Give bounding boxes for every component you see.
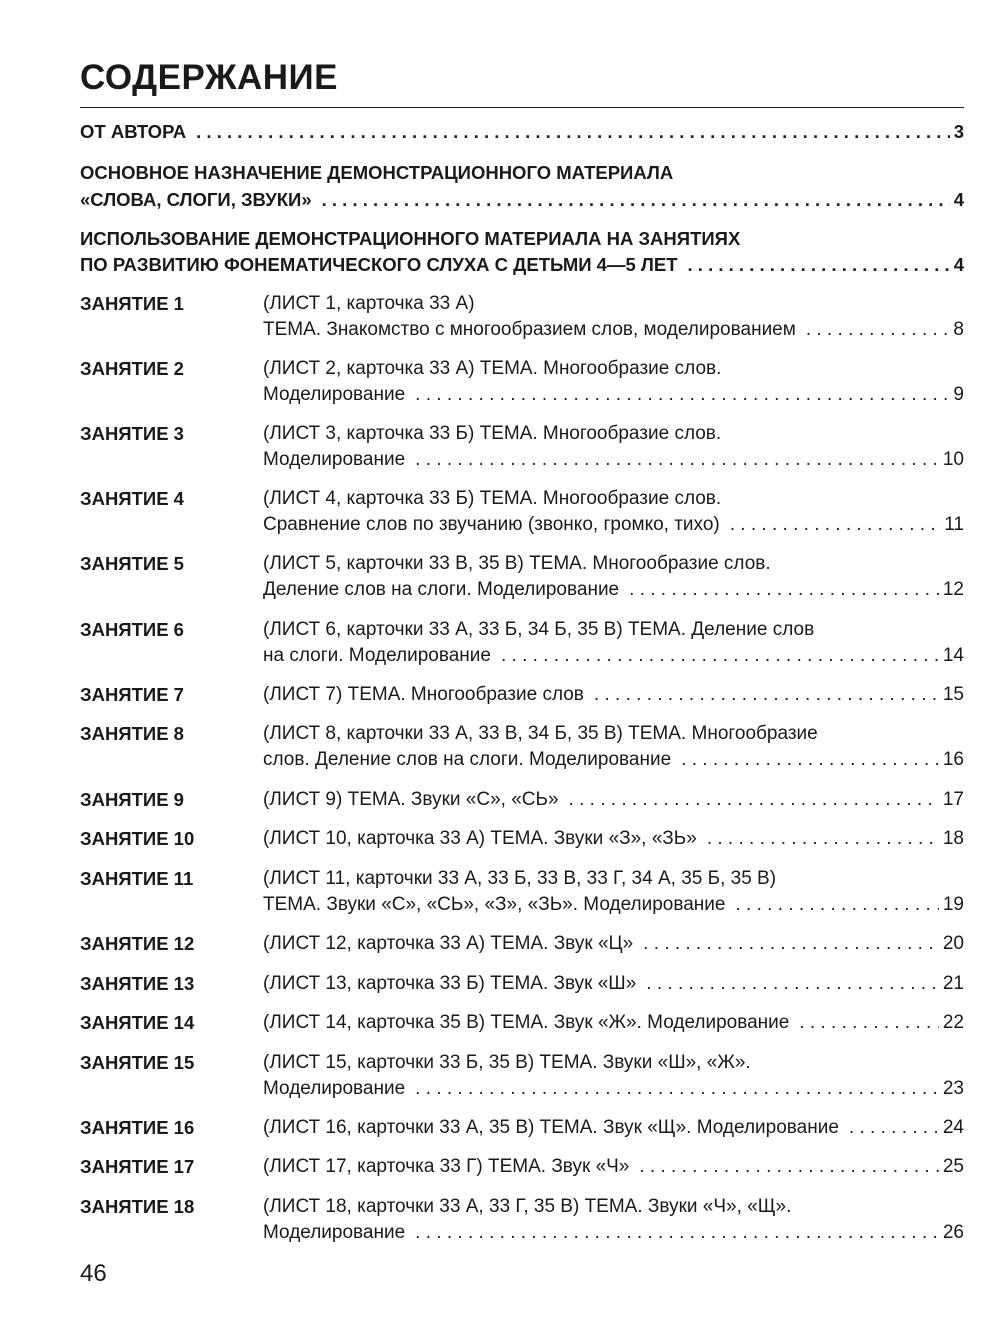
toc-line	[263, 551, 964, 577]
toc-line	[263, 1220, 964, 1246]
dot-leader	[643, 931, 939, 957]
toc-text: (ЛИСТ 13, карточка 33 Б) ТЕМА. Звук «Ш»	[263, 973, 637, 994]
toc-line	[263, 826, 964, 852]
dot-leader	[629, 577, 939, 603]
toc-text: (ЛИСТ 16, карточки 33 А, 35 В) ТЕМА. Звук «Щ». Моделирование	[263, 1117, 839, 1138]
dot-leader	[646, 971, 939, 997]
toc-text: Деление слов на слоги. Моделирование	[263, 579, 620, 600]
toc-line	[263, 382, 964, 408]
toc-line	[263, 1115, 964, 1141]
page-ref: 20	[942, 933, 964, 954]
page-ref: 11	[944, 514, 964, 535]
page-ref: 8	[953, 319, 964, 340]
toc-line	[80, 226, 964, 252]
toc-text: (ЛИСТ 11, карточки 33 А, 33 Б, 33 В, 33 Г, 34 А, 35 Б, 35 В)	[263, 868, 777, 889]
toc-text: «СЛОВА, СЛОГИ, ЗВУКИ»	[80, 189, 312, 210]
lesson-label: ЗАНЯТИЕ 3	[80, 423, 184, 444]
toc-line	[263, 356, 964, 382]
page-ref: 23	[942, 1078, 964, 1099]
toc-text: (ЛИСТ 3, карточка 33 Б) ТЕМА. Многообразие слов.	[263, 423, 722, 444]
toc-line	[263, 643, 964, 669]
lesson-label: ЗАНЯТИЕ 7	[80, 684, 184, 705]
lesson-label: ЗАНЯТИЕ 16	[80, 1117, 195, 1138]
toc-line	[263, 866, 964, 892]
toc-text: слов. Деление слов на слоги. Моделирование	[263, 749, 672, 770]
dot-leader	[681, 747, 939, 773]
dot-leader	[639, 1154, 938, 1180]
toc-text: (ЛИСТ 5, карточки 33 В, 35 В) ТЕМА. Многообразие слов.	[263, 553, 771, 574]
lesson-label: ЗАНЯТИЕ 10	[80, 828, 195, 849]
toc-line	[263, 421, 964, 447]
toc-text: Моделирование	[263, 449, 406, 470]
toc-text: (ЛИСТ 1, карточка 33 А)	[263, 293, 475, 314]
toc-line	[263, 747, 964, 773]
title-divider	[80, 107, 964, 108]
page-ref: 22	[942, 1012, 964, 1033]
dot-leader	[501, 643, 939, 669]
toc-text: ОТ АВТОРА	[80, 121, 187, 142]
toc-text: (ЛИСТ 4, карточка 33 Б) ТЕМА. Многообразие слов.	[263, 488, 722, 509]
toc-text: ПО РАЗВИТИЮ ФОНЕМАТИЧЕСКОГО СЛУХА С ДЕТЬМИ 4—5 ЛЕТ	[80, 254, 678, 275]
lesson-label: ЗАНЯТИЕ 14	[80, 1012, 195, 1033]
toc-text: Моделирование	[263, 1078, 406, 1099]
lesson-label: ЗАНЯТИЕ 17	[80, 1156, 195, 1177]
lesson-label: ЗАНЯТИЕ 18	[80, 1196, 195, 1217]
toc-text: (ЛИСТ 18, карточки 33 А, 33 Г, 35 В) ТЕМА. Звуки «Ч», «Щ».	[263, 1196, 792, 1217]
lesson-label: ЗАНЯТИЕ 11	[80, 868, 194, 889]
dot-leader	[849, 1115, 939, 1141]
dot-leader	[730, 512, 941, 538]
toc-line	[80, 119, 964, 145]
page-title: СОДЕРЖАНИЕ	[80, 58, 339, 97]
toc-line	[263, 1154, 964, 1180]
lesson-label: ЗАНЯТИЕ 9	[80, 789, 184, 810]
toc-line	[263, 931, 964, 957]
dot-leader	[806, 317, 950, 343]
lesson-label: ЗАНЯТИЕ 6	[80, 619, 184, 640]
dot-leader	[415, 1076, 939, 1102]
toc-line	[263, 291, 964, 317]
page-ref: 12	[942, 579, 964, 600]
page-ref: 18	[942, 828, 964, 849]
toc-text: (ЛИСТ 7) ТЕМА. Многообразие слов	[263, 684, 584, 705]
lesson-label: ЗАНЯТИЕ 5	[80, 553, 184, 574]
page-ref: 24	[942, 1117, 964, 1138]
lesson-label: ЗАНЯТИЕ 1	[80, 293, 184, 314]
toc-text: (ЛИСТ 9) ТЕМА. Звуки «С», «СЬ»	[263, 789, 559, 810]
page-ref: 17	[942, 789, 964, 810]
page-ref: 15	[942, 684, 964, 705]
dot-leader	[594, 682, 939, 708]
toc-line	[263, 721, 964, 747]
toc-line	[263, 512, 964, 538]
lesson-label: ЗАНЯТИЕ 2	[80, 358, 184, 379]
dot-leader	[569, 787, 939, 813]
toc-text: (ЛИСТ 8, карточки 33 А, 33 В, 34 Б, 35 В) ТЕМА. Многообразие	[263, 723, 818, 744]
toc-line	[263, 617, 964, 643]
dot-leader	[688, 252, 950, 278]
page-ref: 3	[953, 121, 964, 142]
page-ref: 4	[953, 189, 964, 210]
lesson-label: ЗАНЯТИЕ 15	[80, 1052, 195, 1073]
dot-leader	[322, 187, 950, 213]
lesson-label: ЗАНЯТИЕ 4	[80, 488, 184, 509]
toc-line	[80, 252, 964, 278]
toc-line	[263, 1050, 964, 1076]
toc-line	[263, 1194, 964, 1220]
lesson-label: ЗАНЯТИЕ 8	[80, 723, 184, 744]
toc-line	[263, 1010, 964, 1036]
dot-leader	[707, 826, 939, 852]
toc-text: ТЕМА. Звуки «С», «СЬ», «З», «ЗЬ». Моделирование	[263, 894, 726, 915]
dot-leader	[415, 447, 939, 473]
page-ref: 21	[942, 973, 964, 994]
toc-line	[263, 787, 964, 813]
toc-text: (ЛИСТ 10, карточка 33 А) ТЕМА. Звуки «З», «ЗЬ»	[263, 828, 697, 849]
toc-text: ТЕМА. Знакомство с многообразием слов, моделированием	[263, 319, 796, 340]
toc-text: (ЛИСТ 6, карточки 33 А, 33 Б, 34 Б, 35 В) ТЕМА. Деление слов	[263, 619, 815, 640]
toc-line	[263, 971, 964, 997]
toc-line	[263, 447, 964, 473]
page-ref: 16	[942, 749, 964, 770]
page-ref: 25	[942, 1156, 964, 1177]
dot-leader	[735, 892, 938, 918]
toc-text: (ЛИСТ 14, карточка 35 В) ТЕМА. Звук «Ж». Моделирование	[263, 1012, 790, 1033]
toc-text: ИСПОЛЬЗОВАНИЕ ДЕМОНСТРАЦИОННОГО МАТЕРИАЛА НА ЗАНЯТИЯХ	[80, 228, 741, 249]
dot-leader	[415, 382, 949, 408]
page-ref: 9	[953, 384, 964, 405]
page-ref: 4	[953, 254, 964, 275]
dot-leader	[196, 119, 950, 145]
toc-text: (ЛИСТ 2, карточка 33 А) ТЕМА. Многообразие слов.	[263, 358, 722, 379]
page-ref: 14	[942, 645, 964, 666]
page-ref: 10	[942, 449, 964, 470]
toc-line	[263, 1076, 964, 1102]
page-ref: 26	[942, 1222, 964, 1243]
toc-text: (ЛИСТ 17, карточка 33 Г) ТЕМА. Звук «Ч»	[263, 1156, 630, 1177]
toc-line	[263, 486, 964, 512]
toc-text: ОСНОВНОЕ НАЗНАЧЕНИЕ ДЕМОНСТРАЦИОННОГО МАТЕРИАЛА	[80, 162, 674, 183]
dot-leader	[799, 1010, 939, 1036]
toc-text: на слоги. Моделирование	[263, 645, 491, 666]
toc-line	[263, 892, 964, 918]
toc-line	[80, 187, 964, 213]
lesson-label: ЗАНЯТИЕ 12	[80, 933, 195, 954]
page-number: 46	[80, 1260, 107, 1287]
toc-text: Сравнение слов по звучанию (звонко, громко, тихо)	[263, 514, 720, 535]
dot-leader	[415, 1220, 939, 1246]
toc-text: (ЛИСТ 15, карточки 33 Б, 35 В) ТЕМА. Звуки «Ш», «Ж».	[263, 1052, 751, 1073]
toc-text: Моделирование	[263, 1222, 406, 1243]
toc-text: (ЛИСТ 12, карточка 33 А) ТЕМА. Звук «Ц»	[263, 933, 634, 954]
toc-line	[263, 577, 964, 603]
page-ref: 19	[942, 894, 964, 915]
toc-line	[263, 682, 964, 708]
toc-line	[80, 160, 964, 186]
toc-line	[263, 317, 964, 343]
toc-text: Моделирование	[263, 384, 406, 405]
lesson-label: ЗАНЯТИЕ 13	[80, 973, 195, 994]
